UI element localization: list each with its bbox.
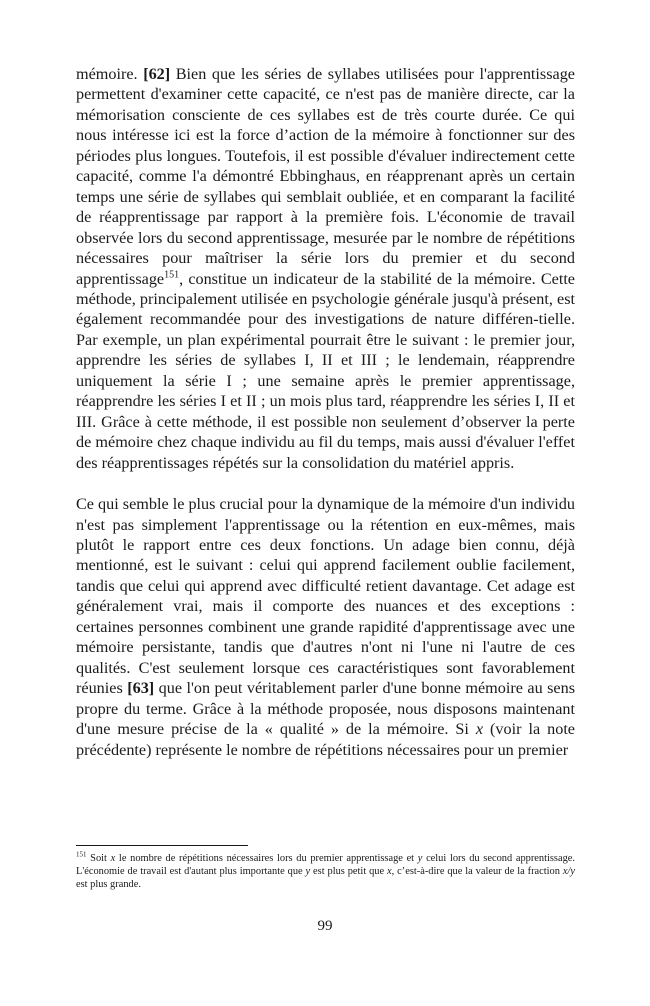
body-paragraph-2 [76,494,575,760]
variable-y: y [417,853,423,864]
footnote-151 [76,852,575,892]
footnote-number: 151 [76,850,87,859]
footnote-text: le nombre de répétitions nécessaires lors du premier apprentissage et [115,853,418,864]
variable-x: x [387,866,392,878]
footnote-text: , c’est-à-dire que la valeur de la fraction [391,866,563,878]
paragraph-text: Bien que les séries de syllabes utilisées pour l'apprentissage permettent d'examiner cette capacité, ce n'est pas de manière directe, car la mémorisation consciente de ces syllabes est de très courte durée. Ce qui nous intéresse ici est la force d’action de la mémoire à fonctionner sur des périodes plus longues. Toutefois, il est possible d'évaluer indirectement cette capacité, comme l'a démontré Ebbinghaus, en réapprenant après un certain temps une série de syllabes qui semblait oubliée, et en comparant la facilité de réapprentissage par rapport à la première fois. L'économie de travail observée lors du second apprentissage, mesurée par le nombre de répétitions nécessaires pour maîtriser la série lors du premier et du second apprentissage [76,65,575,288]
page-body [76,64,575,760]
body-paragraph-1 [76,64,575,473]
page-marker-62: [62] [143,65,171,83]
variable-x: x [475,720,484,739]
footnote-reference[interactable]: 151 [164,269,180,281]
page-marker-63: [63] [127,679,155,698]
paragraph-text: que l'on peut véritablement parler d'une bonne mémoire au sens propre du terme. Grâce à la méthode proposée, nous disposons maintenant d'une mesure précise de la « qualité » de la mémoire. Si [76,679,575,739]
footnote-text: celui lors du second apprentissage. L'économie de travail est d'autant plus importante que [76,853,575,878]
paragraph-text: Ce qui semble le plus crucial pour la dynamique de la mémoire d'un individu n'est pas simplement l'apprentissage ou la rétention en eux-mêmes, mais plutôt le rapport entre ces deux fonctions. Un adage bien connu, déjà mentionné, est le suivant : celui qui apprend facilement oublie facilement, tandis que celui qui apprend avec difficulté retient davantage. Cet adage est généralement vrai, mais il comporte des nuances et des exceptions : certaines personnes combinent une grande rapidité d'apprentissage avec une mémoire persistante, tandis que d'autres n'ont ni l'une ni l'autre de ces qualités. C'est seulement lorsque ces caractéristiques sont favorablement réunies [76,495,575,698]
paragraph-text: mémoire. [76,65,144,83]
footnote-text: est plus petit que [310,866,388,878]
page-number: 99 [317,918,333,934]
footnote-separator [76,845,248,846]
variable-y: y [305,866,311,878]
variable-x: x [110,853,116,864]
footnote-text: Soit [86,853,111,864]
fraction-x-over-y: x/y [562,866,575,878]
paragraph-text: , constitue un indicateur de la stabilité de la mémoire. Cette méthode, principalement utilisée en psychologie générale jusqu'à présent, est également recommandée pour des investigations de nature différen-tielle. Par exemple, un plan expérimental pourrait être le suivant : le premier jour, apprendre les séries de syllabes I, II et III ; le lendemain, réapprendre uniquement la série I ; une semaine après le premier apprentissage, réapprendre les séries I et II ; un mois plus tard, réapprendre les séries I, II et III. Grâce à cette méthode, il est possible non seulement d’observer la perte de mémoire chez chaque individu au fil du temps, mais aussi d'évaluer l'effet des réapprentissages répétés sur la consolidation du matériel appris. [76,269,575,472]
paragraph-text: (voir la note précédente) représente le nombre de répétitions nécessaires pour un premier [76,720,575,759]
footnote-text: est plus grande. [76,879,141,891]
